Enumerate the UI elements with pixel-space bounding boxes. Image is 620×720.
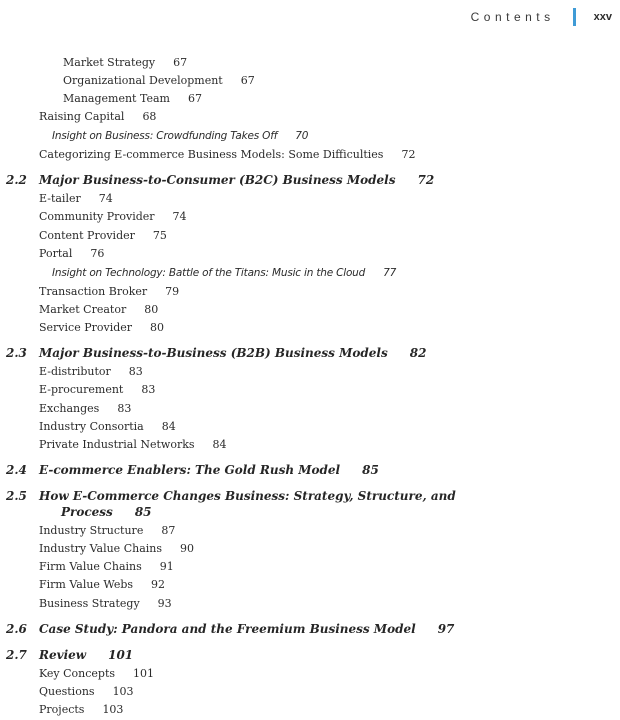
section-title-continuation [61,505,152,520]
section-title: Major Business-to-Consumer (B2C) Business Models [39,173,396,187]
toc-entry-transaction-broker [39,285,179,299]
toc-entry-categorizing [39,148,415,162]
running-header-title: Contents [470,10,555,24]
toc-entry-page: 68 [142,110,157,123]
toc-entry-title: Private Industrial Networks [39,438,195,451]
toc-entry-edistributor [39,365,143,379]
toc-entry-page: 74 [98,192,113,205]
toc-entry-industry-value-chains [39,542,194,556]
toc-entry-firm-value-webs [39,578,165,592]
section-number: 2.3 [6,346,27,360]
toc-entry-service-provider [39,321,164,335]
toc-entry-industry-consortia [39,420,176,434]
section-number: 2.6 [6,622,27,636]
toc-entry-page: 84 [212,438,227,451]
toc-entry-organizational-development [63,74,255,88]
toc-entry-page: 75 [152,229,167,242]
toc-entry-insight-titans [52,266,396,280]
toc-entry-private-networks [39,438,227,452]
toc-entry-title: Categorizing E-commerce Business Models: Some Difficulties [39,148,384,161]
section-page: 82 [409,346,427,360]
section-title: Major Business-to-Business (B2B) Business Models [39,346,388,360]
toc-entry-title: Raising Capital [39,110,125,123]
toc-entry-market-strategy [63,56,187,70]
toc-entry-firm-value-chains [39,560,174,574]
toc-entry-title: Portal [39,247,73,260]
toc-entry-questions [39,685,134,699]
toc-entry-page: 72 [401,148,416,161]
toc-entry-title: Market Creator [39,303,127,316]
toc-entry-page: 92 [151,578,166,591]
toc-entry-etailer [39,192,113,206]
toc-entry-projects [39,703,123,717]
toc-entry-title: E-procurement [39,383,124,396]
section-number: 2.4 [6,463,27,477]
toc-entry-title: Exchanges [39,402,100,415]
toc-entry-page: 103 [112,685,134,698]
section-title: Review [39,648,87,662]
toc-entry-industry-structure [39,524,175,538]
toc-entry-title: Community Provider [39,210,155,223]
toc-entry-page: 90 [180,542,194,555]
section-page: 72 [417,173,435,187]
toc-entry-title: Management Team [63,92,170,105]
toc-entry-title: Insight on Technology: Battle of the Titans: Music in the Cloud [52,267,366,279]
toc-entry-title: Organizational Development [63,74,223,87]
page-number: xxv [593,11,612,23]
section-title-line [39,346,426,361]
toc-entry-title: Projects [39,703,85,716]
toc-entry-community-provider [39,210,187,224]
toc-entry-portal [39,247,104,261]
running-header [471,8,612,26]
toc-entry-page: 83 [141,383,156,396]
section-title: E-commerce Enablers: The Gold Rush Model [39,463,341,477]
toc-entry-title: E-tailer [39,192,81,205]
toc-entry-title: Transaction Broker [39,285,148,298]
section-number: 2.7 [6,648,27,662]
toc-entry-title: Firm Value Chains [39,560,142,573]
section-title-line [39,648,133,663]
toc-entry-exchanges [39,402,131,416]
section-number: 2.5 [6,489,27,503]
toc-entry-title: Insight on Business: Crowdfunding Takes Off [52,130,278,142]
toc-entry-page: 74 [172,210,187,223]
toc-entry-page: 80 [150,321,165,334]
toc-entry-page: 67 [240,74,255,87]
toc-entry-title: Key Concepts [39,667,116,680]
toc-entry-page: 84 [161,420,176,433]
toc-entry-page: 103 [102,703,124,716]
toc-entry-page: 76 [90,247,105,260]
toc-entry-title: Content Provider [39,229,135,242]
toc-entry-business-strategy [39,597,172,611]
toc-entry-title: E-distributor [39,365,111,378]
toc-entry-title: Service Provider [39,321,133,334]
toc-entry-page: 67 [173,56,188,69]
toc-entry-insight-crowdfunding [52,129,308,143]
section-title: How E-Commerce Changes Business: Strategy, Structure, and [39,489,456,503]
toc-entry-title: Questions [39,685,95,698]
toc-entry-title: Industry Value Chains [39,542,162,555]
toc-entry-eprocurement [39,383,155,397]
section-page: 97 [437,622,455,636]
toc-entry-page: 79 [165,285,180,298]
toc-entry-page: 93 [157,597,172,610]
toc-entry-market-creator [39,303,158,317]
section-title-continued: Process [61,505,113,519]
section-title-line [39,463,379,478]
toc-entry-page: 87 [161,524,176,537]
toc-entry-content-provider [39,229,167,243]
toc-entry-title: Industry Structure [39,524,144,537]
section-number: 2.2 [6,173,27,187]
section-page: 101 [108,648,134,662]
section-title-line [39,489,456,504]
section-page: 85 [134,505,152,519]
toc-entry-page: 77 [383,267,397,279]
toc-entry-page: 91 [159,560,174,573]
section-title-line [39,173,434,188]
toc-entry-page: 80 [144,303,159,316]
toc-entry-title: Industry Consortia [39,420,144,433]
toc-entry-title: Market Strategy [63,56,156,69]
toc-entry-page: 101 [133,667,155,680]
section-title: Case Study: Pandora and the Freemium Business Model [39,622,416,636]
section-page: 85 [362,463,379,477]
header-accent-bar [573,8,576,26]
toc-entry-page: 67 [187,92,202,105]
toc-entry-title: Firm Value Webs [39,578,134,591]
toc-entry-page: 83 [128,365,143,378]
toc-entry-key-concepts [39,667,154,681]
toc-entry-raising-capital [39,110,156,124]
toc-entry-management-team [63,92,202,106]
toc-entry-page: 70 [295,130,309,142]
toc-entry-title: Business Strategy [39,597,140,610]
section-title-line [39,622,454,637]
toc-entry-page: 83 [117,402,132,415]
